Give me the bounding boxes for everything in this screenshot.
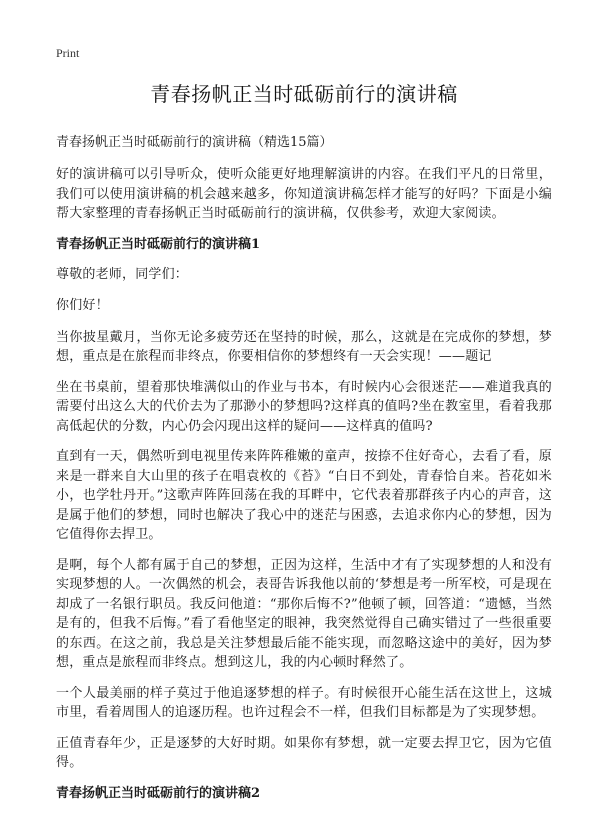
body-paragraph: 当你披星戴月，当你无论多疲劳还在坚持的时候，那么，这就是在完成你的梦想，梦想，重点是在旅程而非终点，你要相信你的梦想终有一天会实现！——题记 (56, 329, 552, 364)
body-paragraph: 一个人最美丽的样子莫过于他追逐梦想的样子。有时候很开心能生活在这世上，这城市里，看着周围人的追逐历程。也许过程会不一样，但我们目标都是为了实现梦想。 (56, 685, 552, 720)
intro-paragraph: 好的演讲稿可以引导听众，使听众能更好地理解演讲的内容。在我们平凡的日常里，我们可以使用演讲稿的机会越来越多，你知道演讲稿怎样才能写的好吗？下面是小编帮大家整理的青春扬帆正当时砥砺前行的演讲稿，仅供参考，欢迎大家阅读。 (56, 167, 552, 221)
page-title: 青春扬帆正当时砥砺前行的演讲稿 (150, 82, 458, 106)
section-heading-2: 青春扬帆正当时砥砺前行的演讲稿2 (56, 785, 261, 801)
document-subtitle: 青春扬帆正当时砥砺前行的演讲稿（精选15篇） (56, 135, 333, 150)
body-paragraph: 直到有一天，偶然听到电视里传来阵阵稚嫩的童声，按捺不住好奇心，去看了看，原来是一群来自大山里的孩子在唱袁枚的《苔》“白日不到处，青春恰自来。苔花如米小，也学牡丹开。”这歌声阵阵回荡在我的耳畔中，它代表着那群孩子内心的声音，这是属于他们的梦想，同时也解决了我心中的迷茫与困惑，去追求你内心的梦想，因为它值得你去捍卫。 (56, 449, 552, 542)
body-paragraph: 正值青春年少，正是逐梦的大好时期。如果你有梦想，就一定要去捍卫它，因为它值得。 (56, 735, 552, 770)
body-paragraph: 是啊，每个人都有属于自己的梦想，正因为这样，生活中才有了实现梦想的人和没有实现梦想的人。一次偶然的机会，表哥告诉我他以前的‘梦想是考一所军校，可是现在却成了一名银行职员。我反问他道：“那你后悔不?”他顿了顿，回答道：“遗憾，当然是有的，但我不后悔。”看了看他坚定的眼神，我突然觉得自己确实错过了一些很重要的东西。在这之前，我总是关注梦想最后能不能实现，而忽略这途中的美好，因为梦想，重点是旅程而非终点。想到这儿，我的内心顿时释然了。 (56, 557, 552, 670)
body-paragraph: 坐在书桌前，望着那快堆满似山的作业与书本，有时候内心会很迷茫——难道我真的需要付出这么大的代价去为了那渺小的梦想吗?这样真的值吗?坐在教室里，看着我那高低起伏的分数，内心仍会闪现出这样的疑问——这样真的值吗? (56, 379, 552, 434)
greeting-paragraph: 你们好！ (56, 298, 109, 313)
print-link[interactable]: Print (56, 46, 80, 60)
salutation-paragraph: 尊敬的老师，同学们： (56, 266, 189, 282)
section-heading-1: 青春扬帆正当时砥砺前行的演讲稿1 (56, 236, 261, 252)
